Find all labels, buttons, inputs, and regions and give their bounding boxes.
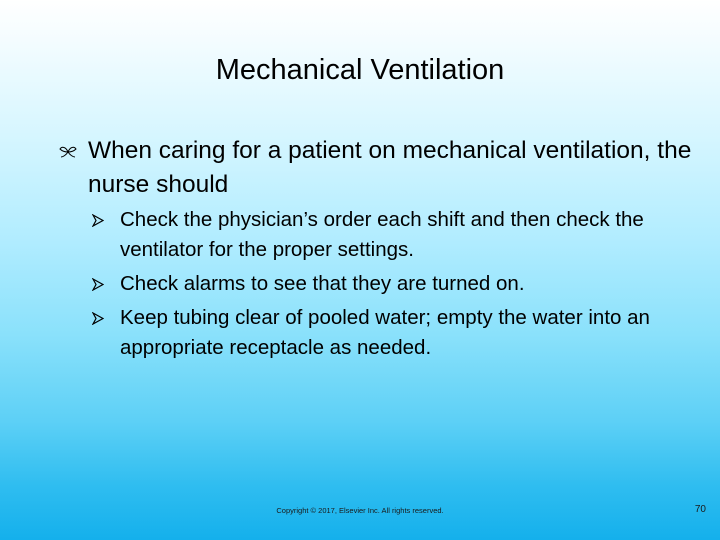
slide-title: Mechanical Ventilation (215, 54, 505, 86)
arrow-bullet-icon (92, 278, 104, 291)
main-bullet-text: When caring for a patient on mechanical ventilation, the nurse should (88, 137, 692, 198)
sub-bullet-text: Check alarms to see that they are turned on. (120, 272, 525, 295)
sub-bullet-item (92, 303, 672, 363)
sub-bullet-text: Check the physician’s order each shift and then check the ventilator for the proper settings. (120, 208, 644, 261)
sub-bullet-list (92, 205, 672, 363)
arrow-bullet-icon (92, 214, 104, 227)
sub-bullet-item (92, 269, 672, 299)
slide-body (58, 134, 698, 367)
arrow-bullet-icon (92, 312, 104, 325)
sub-bullet-item (92, 205, 672, 265)
copyright-footer: Copyright © 2017, Elsevier Inc. All rights reserved. (276, 506, 444, 515)
page-number: 70 (694, 504, 706, 515)
flower-bullet-icon (58, 145, 78, 159)
main-bullet (58, 134, 698, 202)
sub-bullet-text: Keep tubing clear of pooled water; empty the water into an appropriate receptacle as needed. (120, 306, 650, 359)
